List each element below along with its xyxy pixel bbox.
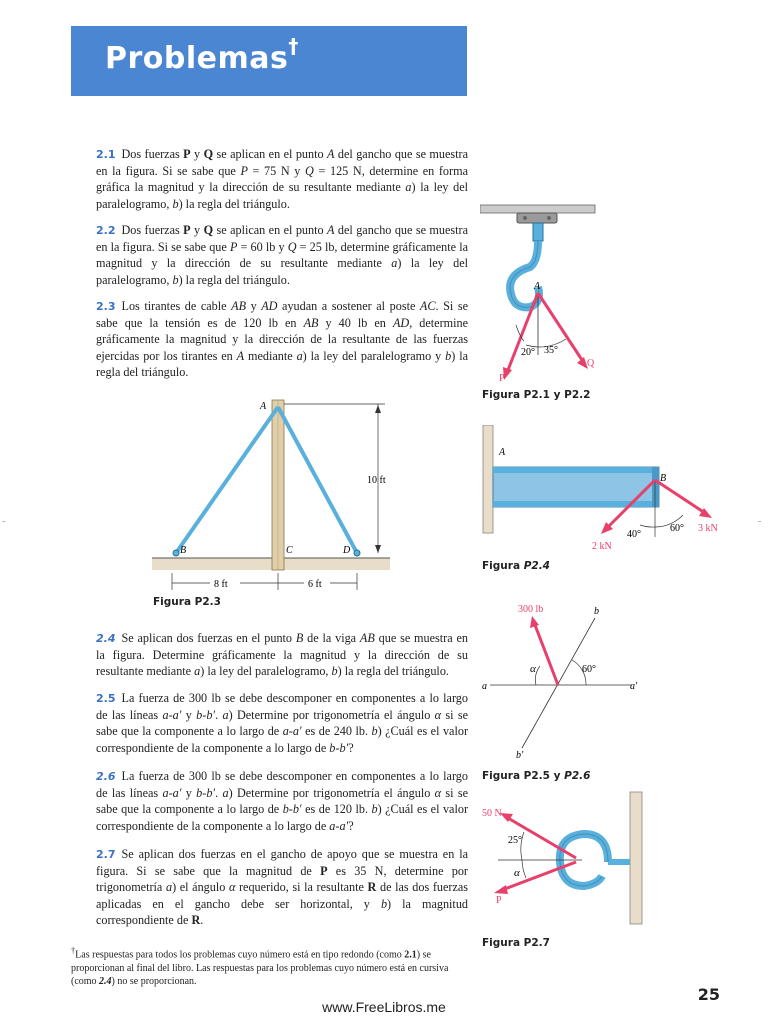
figure-p2-5-lines <box>480 600 650 765</box>
crop-mark-left: - <box>2 516 6 527</box>
figure-p2-4-beam <box>480 425 730 555</box>
label-b: b <box>594 606 599 617</box>
section-title: Problemas† <box>105 34 299 76</box>
label-p: P <box>499 373 505 384</box>
figure-p2-3-pole <box>150 395 470 595</box>
page-number: 25 <box>697 985 720 1004</box>
crop-mark-right: - <box>758 516 762 527</box>
problem-number: 2.4 <box>96 632 116 645</box>
caption-p2-3: Figura P2.3 <box>153 596 221 608</box>
problem-text: La fuerza de 300 lb se debe descomponer en componentes a lo largo de las líneas a-a′ y b-b′. a) Determine por trigonometría el ángulo α si se sabe que la componente a lo largo de b-b′ es de 120 lb. b) ¿Cuál es el valor correspondiente de la componente a lo largo de a-a′? <box>96 769 468 833</box>
label-force-3kn: 3 kN <box>698 523 718 534</box>
label-angle-35: 35° <box>544 345 558 356</box>
problem-text: Se aplican dos fuerzas en el punto B de la viga AB que se muestra en la figura. Determine gráficamente la magnitud y la dirección de su resultante mediante a) la ley del paralelogramo, b) la regla del triángulo. <box>96 631 468 679</box>
label-angle-25: 25° <box>508 835 522 846</box>
problem-2-7 <box>96 846 468 928</box>
website-footer: www.FreeLibros.me <box>322 999 446 1015</box>
figure-p2-7-hook <box>480 790 650 930</box>
caption-p2-1: Figura P2.1 y P2.2 <box>482 389 591 401</box>
caption-p2-7: Figura P2.7 <box>482 937 550 949</box>
footnote: †Las respuestas para todos los problemas cuyo número está en tipo redondo (como 2.1) se proporcionan al final del libro. Las respuestas para los problemas cuyo número está en cursiva (como 2.4) no se proporcionan. <box>71 946 449 988</box>
label-angle-40: 40° <box>627 529 641 540</box>
problem-2-1 <box>96 146 468 212</box>
caption-p2-4: Figura P2.4 <box>482 560 550 572</box>
problem-2-6 <box>96 768 468 834</box>
problem-text: Dos fuerzas P y Q se aplican en el punto A del gancho que se muestra en la figura. Si se sabe que P = 60 lb y Q = 25 lb, determine gráficamente la magnitud y la dirección de su resultante mediante a) la ley del paralelogramo, b) la regla del triángulo. <box>96 223 469 287</box>
label-a: A <box>534 281 541 292</box>
problem-2-5 <box>96 690 468 756</box>
label-alpha: α <box>514 867 520 879</box>
problem-number: 2.2 <box>96 224 116 237</box>
problem-text: Los tirantes de cable AB y AD ayudan a sostener al poste AC. Si se sabe que la tensión es de 120 lb en AB y 40 lb en AD, determine gráficamente la magnitud y la dirección de la resultante de las fuerzas ejercidas por los tirantes en A mediante a) la ley del paralelogramo y b) la regla del triángulo. <box>96 299 469 379</box>
problem-number: 2.7 <box>96 848 116 861</box>
problem-text: Dos fuerzas P y Q se aplican en el punto A del gancho que se muestra en la figura. Si se sabe que P = 75 N y Q = 125 N, determine en forma gráfica la magnitud y la dirección de su resultante mediante a) la ley del paralelogramo, b) la regla del triángulo. <box>96 147 469 211</box>
label-height: 10 ft <box>367 475 386 486</box>
label-dist-6ft: 6 ft <box>308 579 322 590</box>
label-force: 300 lb <box>518 604 544 615</box>
label-angle-60: 60° <box>582 664 596 675</box>
problem-2-4 <box>96 630 468 680</box>
label-force-2kn: 2 kN <box>592 541 612 552</box>
figure-p2-1-hook <box>480 195 610 390</box>
problem-number: 2.5 <box>96 692 116 705</box>
label-dist-8ft: 8 ft <box>214 579 228 590</box>
label-angle-20: 20° <box>521 347 535 358</box>
label-a: A <box>499 447 506 458</box>
label-a-prime: a′ <box>630 681 638 692</box>
problem-2-3 <box>96 298 468 380</box>
problem-number: 2.6 <box>96 770 116 783</box>
label-b-prime: b′ <box>516 750 524 761</box>
label-b: B <box>180 545 187 556</box>
label-force-50n: 50 N <box>482 808 502 819</box>
problem-number: 2.3 <box>96 300 116 313</box>
label-force-p: P <box>496 895 502 906</box>
caption-p2-5: Figura P2.5 y P2.6 <box>482 770 591 782</box>
label-alpha: α <box>530 663 536 675</box>
label-b: B <box>660 473 667 484</box>
problem-text: Se aplican dos fuerzas en el gancho de apoyo que se muestra en la figura. Si se sabe que la magnitud de P es 35 N, determine por trigonometría a) el ángulo α requerido, si la resultante R de las dos fuerzas aplicadas en el gancho debe ser horizontal, y b) la magnitud correspondiente de R. <box>96 847 469 927</box>
label-d: D <box>343 545 351 556</box>
label-q: Q <box>587 358 595 369</box>
label-c: C <box>286 545 293 556</box>
label-a: A <box>260 401 267 412</box>
problem-number: 2.1 <box>96 148 116 161</box>
label-angle-60: 60° <box>670 523 684 534</box>
problem-2-2 <box>96 222 468 288</box>
label-a: a <box>482 681 487 692</box>
problem-text: La fuerza de 300 lb se debe descomponer en componentes a lo largo de las líneas a-a′ y b-b′. a) Determine por trigonometría el ángulo α si se sabe que la componente a lo largo de a-a′ es de 240 lb. b) ¿Cuál es el valor correspondiente de la componente a lo largo de b-b′? <box>96 691 468 755</box>
